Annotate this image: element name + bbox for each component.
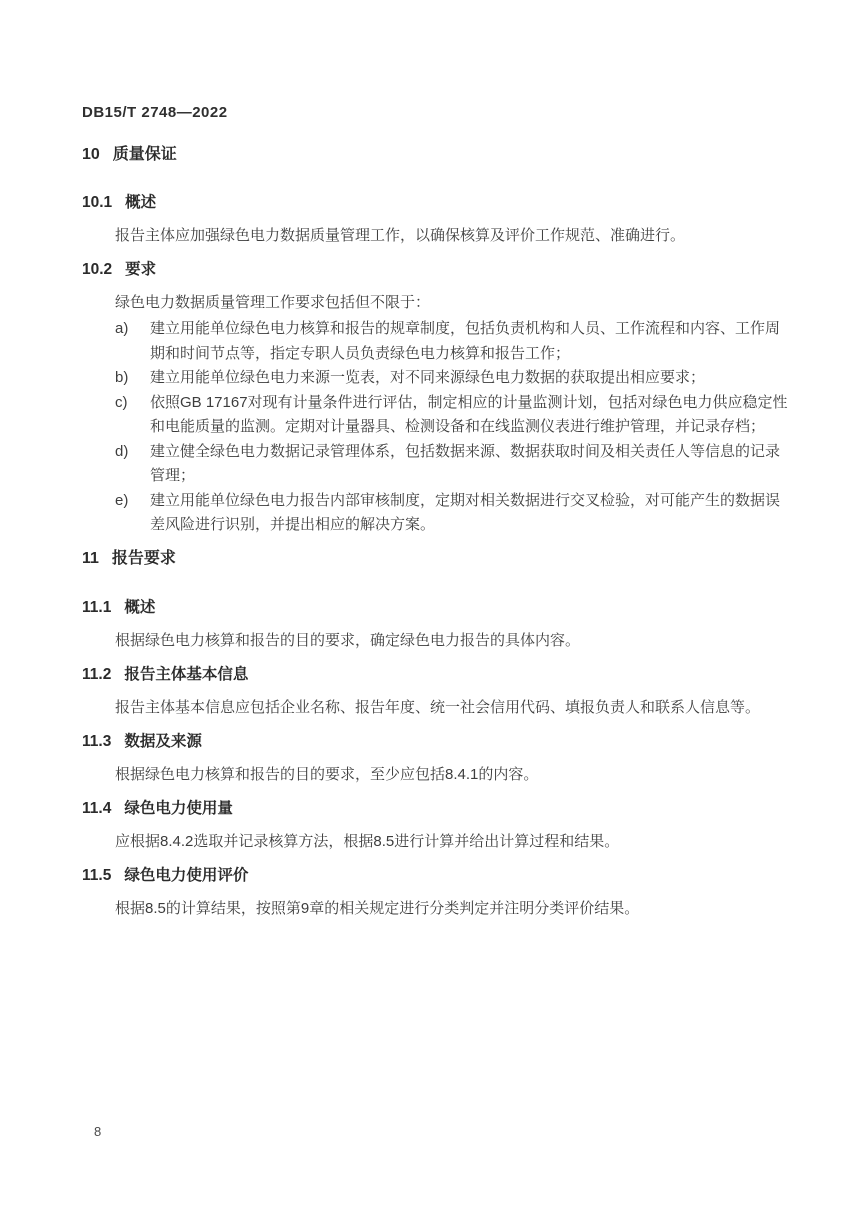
section-number: 11.3	[82, 732, 112, 750]
requirements-list	[115, 317, 792, 538]
section-title: 报告要求	[111, 549, 176, 567]
list-item-label: e)	[115, 491, 129, 509]
list-item-c	[115, 391, 792, 440]
section-11-2-heading	[82, 665, 792, 685]
section-10-1-paragraph: 报告主体应加强绿色电力数据质量管理工作，以确保核算及评价工作规范、准确进行。	[115, 227, 686, 244]
section-title: 概述	[124, 598, 156, 616]
list-item-b	[115, 366, 792, 391]
section-11-3-paragraph: 根据绿色电力核算和报告的目的要求，至少应包括8.4.1的内容。	[115, 765, 539, 783]
list-item-text: 依照GB 17167对现有计量条件进行评估，制定相应的计量监测计划，包括对绿色电力供应稳定性和电能质量的监测。定期对计量器具、检测设备和在线监测仪表进行维护管理，并记录存档；	[150, 393, 788, 435]
section-number: 11.2	[82, 665, 112, 683]
list-item-label: a)	[115, 320, 129, 337]
section-title: 报告主体基本信息	[124, 665, 249, 683]
section-title: 绿色电力使用评价	[124, 866, 249, 884]
list-item-text: 建立用能单位绿色电力报告内部审核制度，定期对相关数据进行交叉检验，对可能产生的数据误差风险进行识别，并提出相应的解决方案。	[150, 491, 781, 533]
doc-code: DB15/T 2748—2022	[82, 104, 228, 121]
section-11-5-paragraph: 根据8.5的计算结果，按照第9章的相关规定进行分类判定并注明分类评价结果。	[115, 899, 640, 917]
section-10-heading	[82, 145, 792, 165]
section-10-2-heading	[82, 260, 792, 280]
list-item-d	[115, 440, 792, 489]
section-number: 11.1	[82, 598, 112, 616]
section-11-2-paragraph: 报告主体基本信息应包括企业名称、报告年度、统一社会信用代码、填报负责人和联系人信息等。	[115, 698, 761, 716]
section-number: 11	[82, 549, 99, 567]
section-11-4-heading	[82, 799, 792, 819]
section-number: 10.2	[82, 261, 113, 278]
list-item-label: d)	[115, 442, 129, 460]
section-11-3-heading	[82, 732, 792, 752]
section-number: 10	[82, 146, 100, 163]
section-10-1-heading	[82, 193, 792, 213]
section-title: 质量保证	[112, 146, 177, 163]
section-10-2-intro: 绿色电力数据质量管理工作要求包括但不限于：	[115, 294, 431, 311]
section-title: 要求	[125, 261, 157, 278]
section-11-heading	[82, 549, 792, 569]
list-item-text: 建立用能单位绿色电力来源一览表，对不同来源绿色电力数据的获取提出相应要求；	[150, 369, 706, 386]
section-11-1-heading	[82, 598, 792, 618]
list-item-text: 建立用能单位绿色电力核算和报告的规章制度，包括负责机构和人员、工作流程和内容、工作周期和时间节点等，指定专职人员负责绿色电力核算和报告工作；	[150, 320, 781, 362]
list-item-e	[115, 489, 792, 538]
section-title: 数据及来源	[124, 732, 202, 750]
section-number: 11.5	[82, 866, 112, 884]
list-item-text: 建立健全绿色电力数据记录管理体系，包括数据来源、数据获取时间及相关责任人等信息的记录管理；	[150, 442, 781, 484]
section-11-4-paragraph: 应根据8.4.2选取并记录核算方法，根据8.5进行计算并给出计算过程和结果。	[115, 832, 620, 850]
list-item-label: b)	[115, 369, 129, 386]
section-number: 10.1	[82, 194, 113, 211]
page-number: 8	[94, 1124, 102, 1139]
section-11-1-paragraph: 根据绿色电力核算和报告的目的要求，确定绿色电力报告的具体内容。	[115, 631, 581, 649]
section-title: 绿色电力使用量	[124, 799, 233, 817]
section-title: 概述	[125, 194, 157, 211]
section-number: 11.4	[82, 799, 112, 817]
list-item-label: c)	[115, 393, 128, 411]
list-item-a	[115, 317, 792, 366]
section-11-5-heading	[82, 866, 792, 886]
